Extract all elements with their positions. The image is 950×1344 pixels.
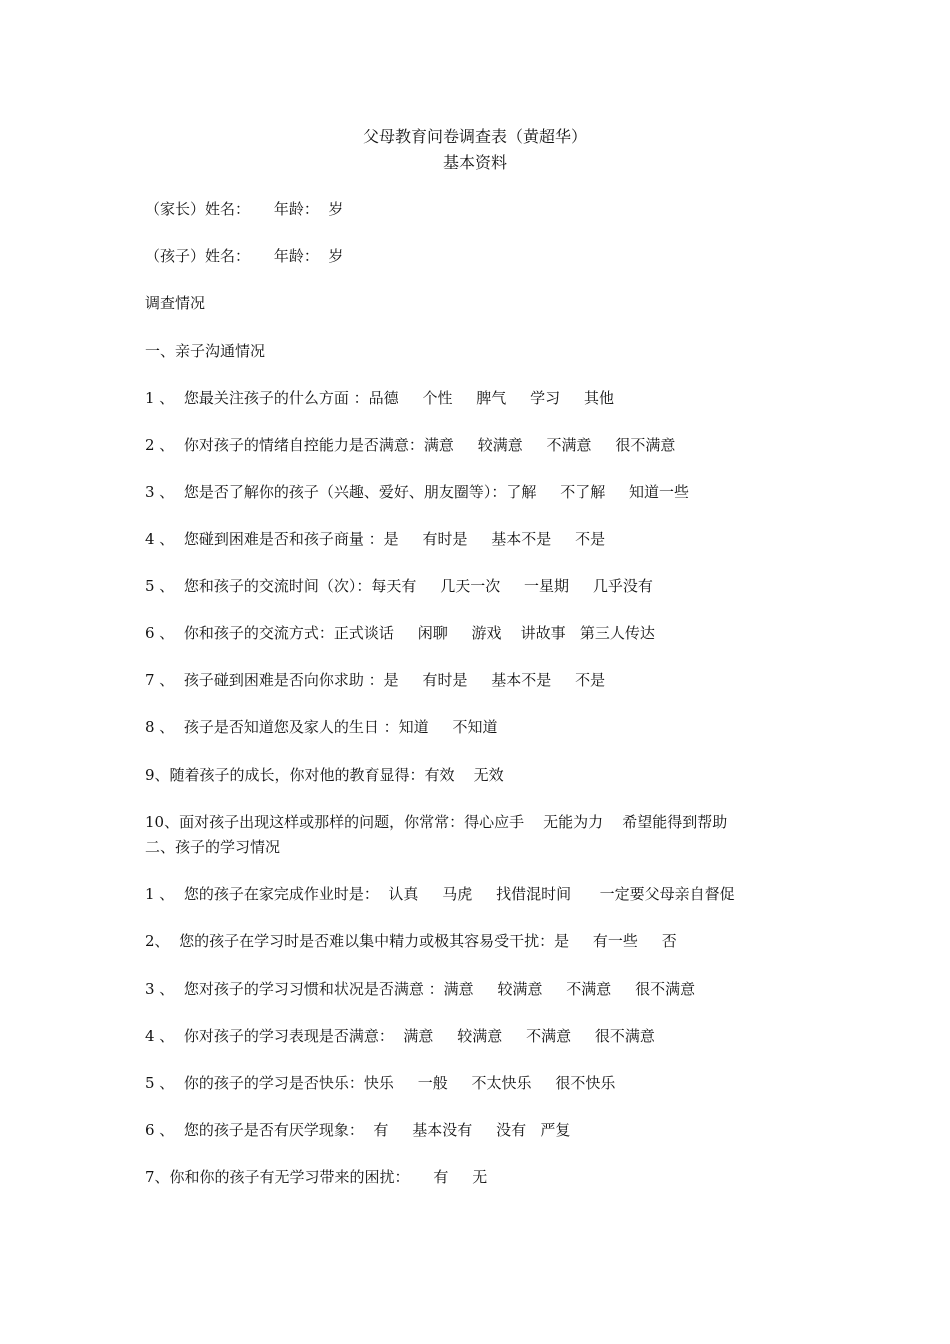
question-line: 8 、 孩子是否知道您及家人的生日 ：知道 不知道	[145, 718, 498, 736]
question-line: 4 、 您碰到困难是否和孩子商量 ：是 有时是 基本不是 不是	[145, 530, 606, 548]
question-line: 2 、 你对孩子的情绪自控能力是否满意：满意 较满意 不满意 很不满意	[145, 436, 676, 454]
question-line: 3 、 您对孩子的学习习惯和状况是否满意 ：满意 较满意 不满意 很不满意	[145, 980, 696, 998]
question-line: 1 、 您最关注孩子的什么方面 ：品德 个性 脾气 学习 其他	[145, 389, 614, 407]
question-line: 5 、 您和孩子的交流时间（次）：每天有 几天一次 一星期 几乎没有	[145, 577, 653, 595]
section-heading-study: 二、孩子的学习情况	[145, 838, 281, 856]
question-line: 10、面对孩子出现这样或那样的问题，你常常：得心应手 无能为力 希望能得到帮助	[145, 813, 728, 831]
document-title: 父母教育问卷调查表（黄超华）	[362, 127, 587, 146]
question-line: 1 、 您的孩子在家完成作业时是： 认真 马虎 找借混时间 一定要父母亲自督促	[145, 885, 735, 903]
section-heading-communication: 一、亲子沟通情况	[145, 342, 266, 360]
question-line: 7、你和你的孩子有无学习带来的困扰： 有 无	[145, 1168, 488, 1186]
child-name-age-line: （孩子）姓名： 年龄： 岁	[145, 247, 344, 265]
question-line: 6 、 您的孩子是否有厌学现象： 有 基本没有 没有 严复	[145, 1121, 571, 1139]
question-line: 5 、 你的孩子的学习是否快乐：快乐 一般 不太快乐 很不快乐	[145, 1074, 616, 1092]
survey-heading: 调查情况	[145, 294, 206, 312]
question-line: 7 、 孩子碰到困难是否向你求助 ：是 有时是 基本不是 不是	[145, 671, 606, 689]
question-line: 3 、 您是否了解你的孩子（兴趣、爱好、朋友圈等）：了解 不了解 知道一些	[145, 483, 690, 501]
question-line: 6 、 你和孩子的交流方式：正式谈话 闲聊 游戏 讲故事 第三人传达	[145, 624, 655, 642]
question-line: 9、随着孩子的成长，你对他的教育显得：有效 无效	[145, 766, 504, 784]
section-heading-basic-info: 基本资料	[442, 153, 507, 172]
question-line: 4 、 你对孩子的学习表现是否满意： 满意 较满意 不满意 很不满意	[145, 1027, 655, 1045]
parent-name-age-line: （家长）姓名： 年龄： 岁	[145, 200, 344, 218]
question-line: 2、 您的孩子在学习时是否难以集中精力或极其容易受干扰：是 有一些 否	[145, 932, 677, 950]
